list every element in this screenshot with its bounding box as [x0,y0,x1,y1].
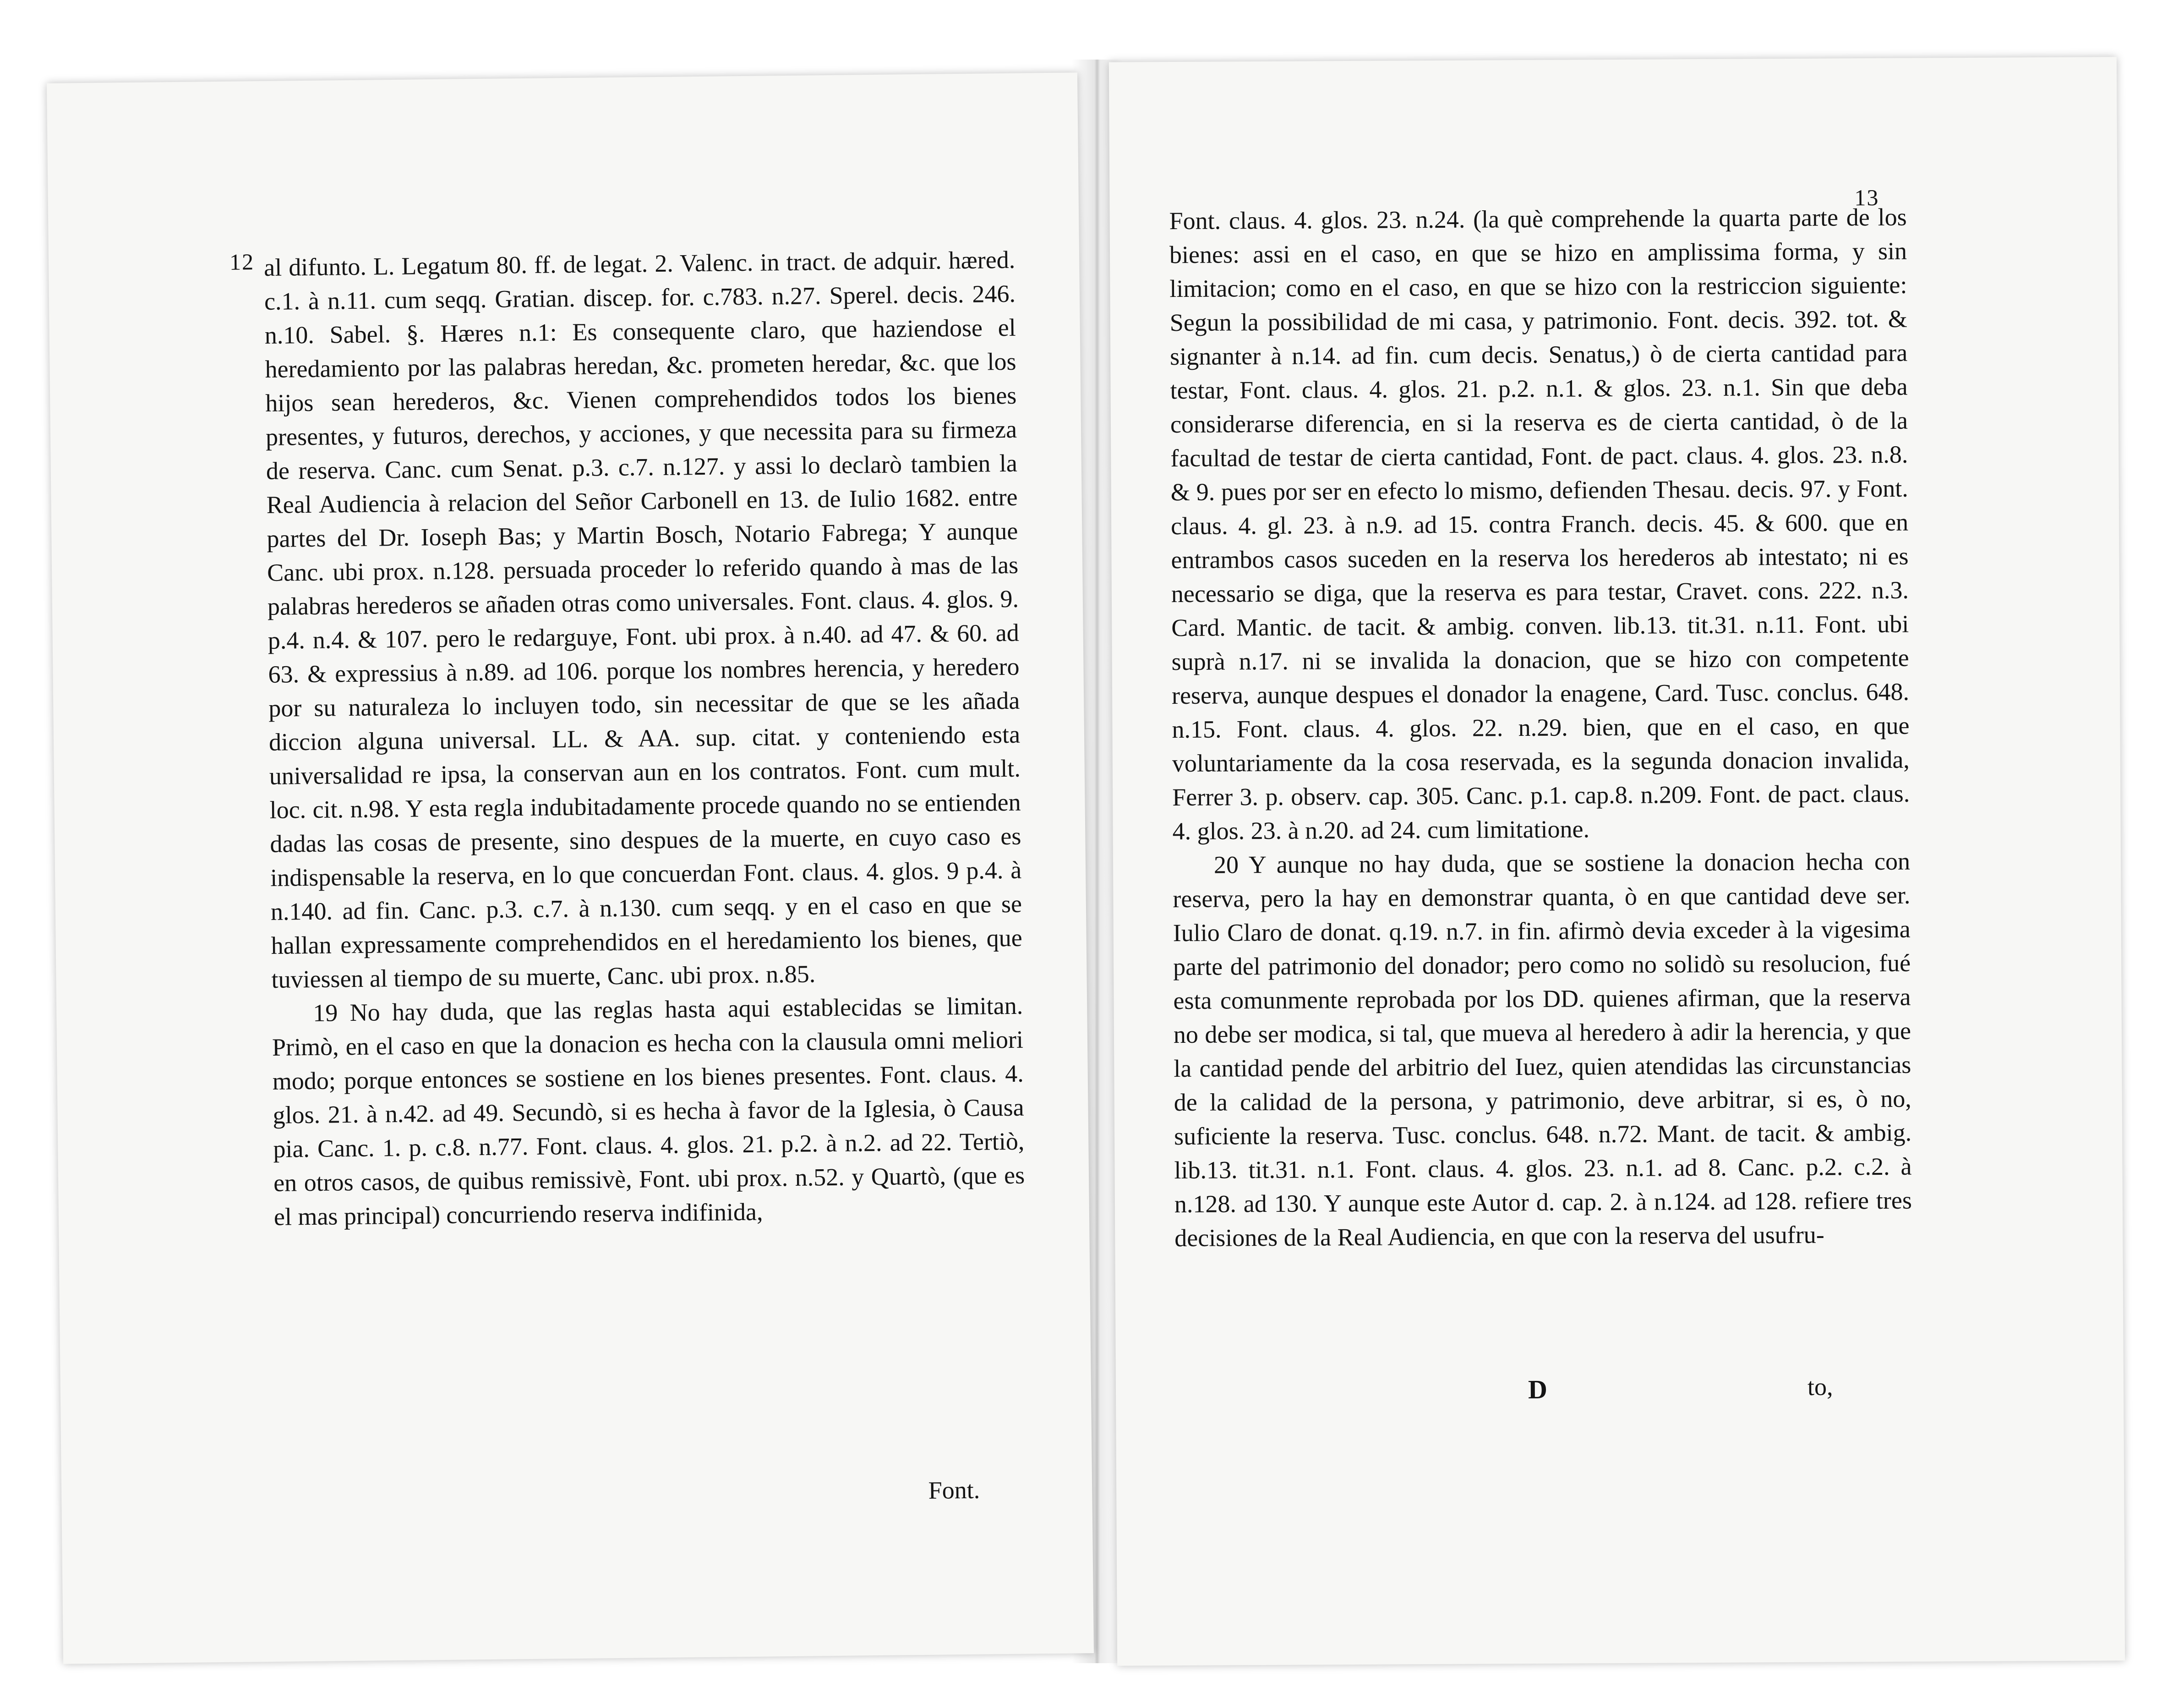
paragraph: 20 Y aunque no hay duda, que se sostiene la donacion hecha con reserva, pero la hay en demonstrar quanta, ò en que cantidad deve ser. Iulio Claro de donat. q.19. n.7. in fin. afirmò devia exceder à la vigesima parte del patrimonio del donador; pero como no solidò su resolucion, fué esta comunmente reprobada por los DD. quienes afirman, que la reserva no debe ser modica, si tal, que mueva al heredero à adir la herencia, y que la cantidad pende del arbitrio del Iuez, quien atendidas las circunstancias de la calidad de la persona, y patrimonio, deve arbitrar, si es, ò no, suficiente la reserva. Tusc. conclus. 648. n.72. Mant. de tacit. & ambig. lib.13. tit.31. n.1. Font. claus. 4. glos. 23. n.1. ad 8. Canc. p.2. c.2. à n.128. ad 130. Y aunque este Autor d. cap. 2. à n.124. ad 128. refiere tres decisiones de la Real Audiencia, en que con la reserva del usufru- [1173,847,1912,1252]
page-text [1169,200,1912,1372]
left-page [47,72,1094,1664]
catchword: to, [1807,1373,1833,1401]
paragraph: Font. claus. 4. glos. 23. n.24. (la què comprehende la quarta parte de los bienes: assi en el caso, en que se hizo en amplissima forma, y sin limitacion; como en el caso, en que se hizo con la restriccion siguiente: Segun la possibilidad de mi casa, y patrimonio. Font. decis. 392. tot. & signanter à n.14. ad fin. cum decis. Senatus,) ò de cierta cantidad para testar, Font. claus. 4. glos. 21. p.2. n.1. & glos. 23. n.1. Sin que deba considerarse diferencia, en si la reserva es de cierta cantidad, ò de la facultad de testar de cierta cantidad, Font. de pact. claus. 4. glos. 23. n.8. & 9. pues por ser en efecto lo mismo, defienden Thesau. decis. 97. y Font. claus. 4. gl. 23. à n.9. ad 15. contra Franch. decis. 45. & 600. que en entrambos casos suceden en la reserva los herederos ab intestato; ni es necessario se diga, que la reserva es para testar, Cravet. cons. 222. n.3. Card. Mantic. de tacit. & ambig. conven. lib.13. tit.31. n.11. Font. ubi suprà n.17. ni se invalida la donacion, que se hizo con competente reserva, aunque despues el donador la enagene, Card. Tusc. conclus. 648. n.15. Font. claus. 4. glos. 22. n.29. bien, que en el caso, en que voluntariamente da la cosa reservada, es la segunda donacion invalida, Ferrer 3. p. observ. cap. 305. Canc. p.1. cap.8. n.209. Font. de pact. claus. 4. glos. 23. à n.20. ad 24. cum limitatione. [1169,203,1910,845]
page-number: 12 [229,249,255,275]
catchword: Font. [928,1476,980,1504]
paragraph: al difunto. L. Legatum 80. ff. de legat. 2. Valenc. in tract. de adquir. hæred. c.1. à n.11. cum seqq. Gratian. discep. for. c.783. n.27. Sperel. decis. 246. n.10. Sabel. §. Hæres n.1: Es consequente claro, que haziendose el heredamiento por las palabras heredan, &c. prometen heredar, &c. que los hijos sean herederos, &c. Vienen comprehendidos todos los bienes presentes, y futuros, derechos, y acciones, y que necessita para su firmeza de reserva. Canc. cum Senat. p.3. c.7. n.127. y assi lo declarò tambien la Real Audiencia à relacion del Señor Carbonell en 13. de Iulio 1682. entre partes del Dr. Ioseph Bas; y Martin Bosch, Notario Fabrega; Y aunque Canc. ubi prox. n.128. persuada proceder lo referido quando à mas de las palabras herederos se añaden otras como universales. Font. claus. 4. glos. 9. p.4. n.4. & 107. pero le redarguye, Font. ubi prox. à n.40. ad 47. & 60. ad 63. & expressius à n.89. ad 106. porque los nombres herencia, y heredero por su naturaleza lo incluyen todo, sin necessitar de que se les añada diccion alguna universal. LL. & AA. sup. citat. y conteniendo esta universalidad re ipsa, la conservan aun en los contratos. Font. cum mult. loc. cit. n.98. Y esta regla indubitadamente procede quando no se entienden dadas las cosas de presente, sino despues de la muerte, en cuyo caso es indispensable la reserva, en lo que concuerdan Font. claus. 4. glos. 9 p.4. à n.140. ad fin. Canc. p.3. c.7. à n.130. cum seqq. y en el caso en que se hallan expressamente comprehendidos en el heredamiento los bienes, que tuviessen al tiempo de su muerte, Canc. ubi prox. n.85. [263,246,1022,993]
right-page [1109,57,2125,1665]
paragraph: 19 No hay duda, que las reglas hasta aqui establecidas se limitan. Primò, en el caso en que la donacion es hecha con la clausula omni meliori modo; porque entonces se sostiene en los bienes presentes. Font. claus. 4. glos. 21. à n.42. ad 49. Secundò, si es hecha à favor de la Iglesia, ò Causa pia. Canc. 1. p. c.8. n.77. Font. claus. 4. glos. 21. p.2. à n.2. ad 22. Tertiò, en otros casos, de quibus remissivè, Font. ubi prox. n.52. y Quartò, (que es el mas principal) concurriendo reserva indifinida, [272,991,1025,1231]
signature-mark: D [1528,1374,1548,1405]
page-number: 13 [1854,184,1879,211]
page-text [264,243,1028,1479]
